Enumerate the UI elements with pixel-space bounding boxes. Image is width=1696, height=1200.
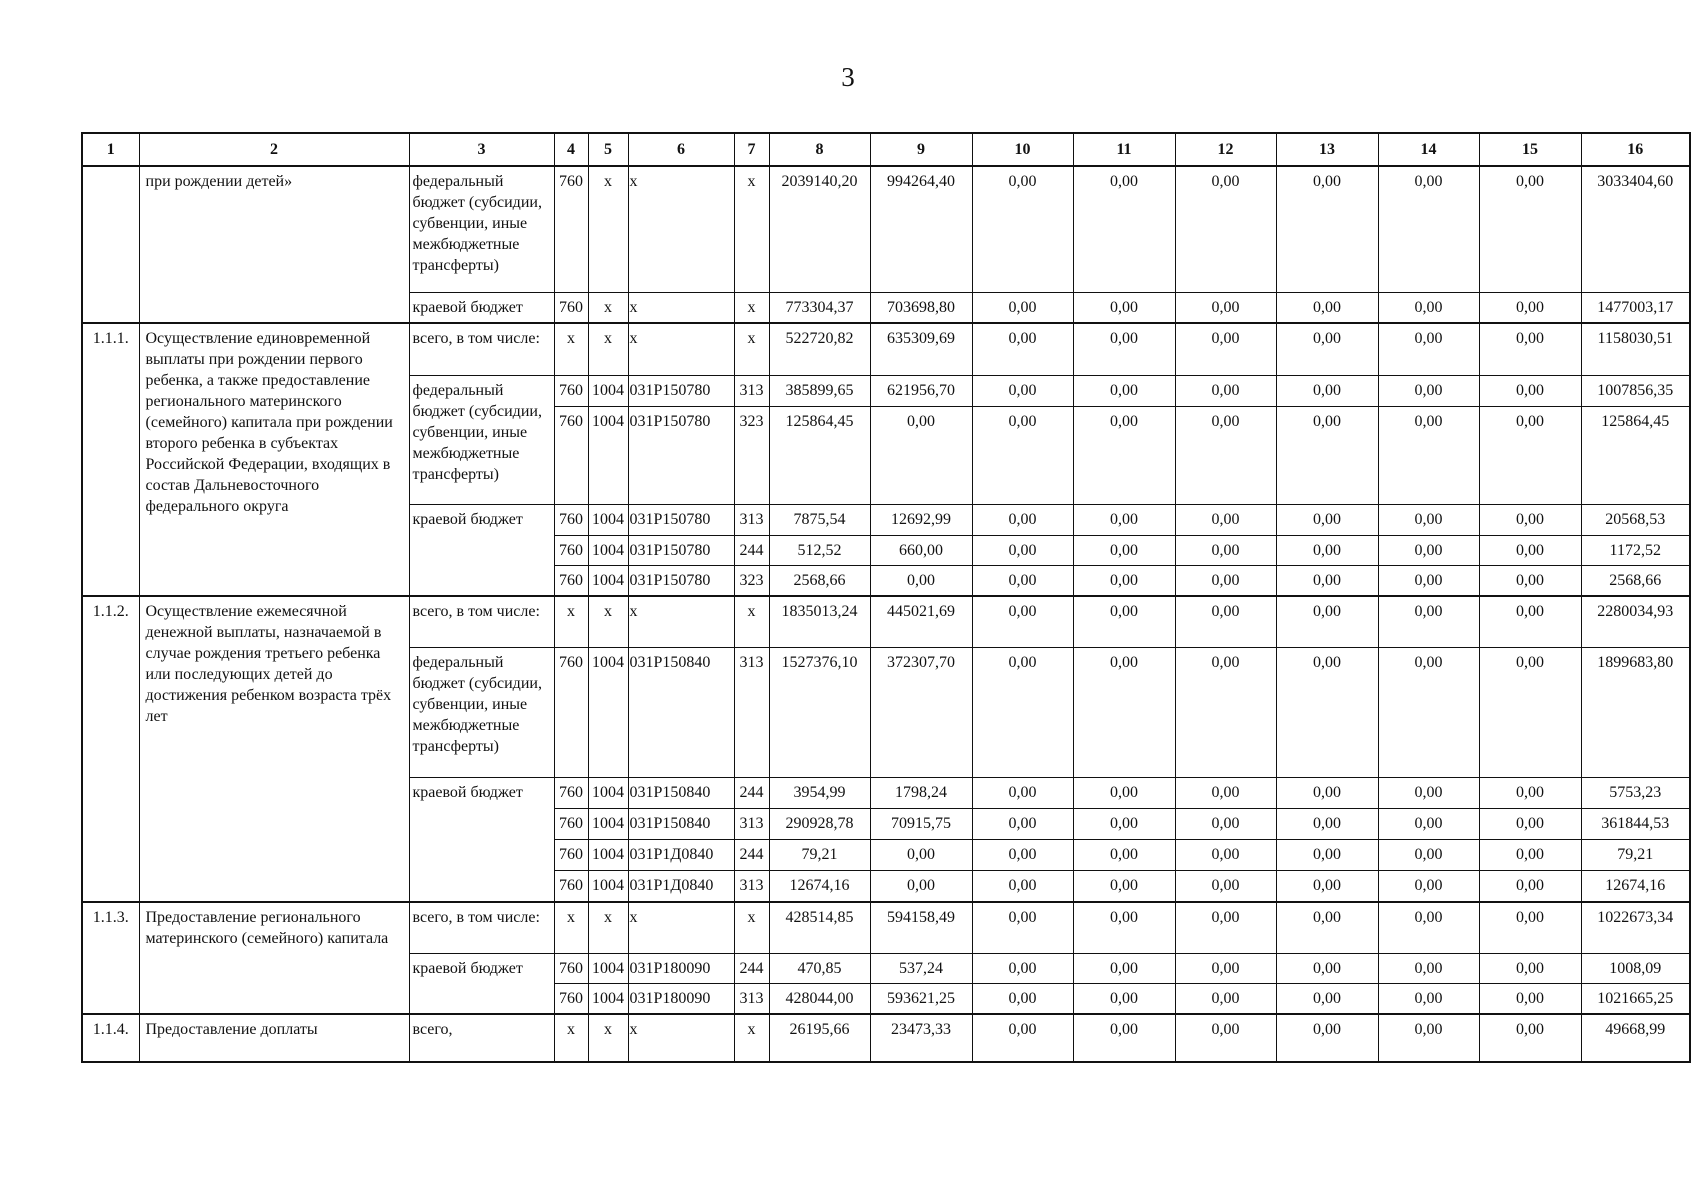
cell-col-4: 760 [554, 984, 588, 1015]
cell-col-5: 1004 [588, 535, 628, 565]
cell-col-9: 703698,80 [870, 292, 972, 323]
cell-col-4: 760 [554, 565, 588, 596]
cell-col-7: x [734, 1014, 769, 1062]
cell-col-7: 313 [734, 375, 769, 406]
cell-col-7: 244 [734, 535, 769, 565]
table-row [82, 323, 1690, 375]
header-row [82, 133, 1690, 166]
funding-source-regional: краевой бюджет [409, 778, 554, 902]
cell-col-12: 0,00 [1175, 954, 1276, 984]
cell-col-8: 125864,45 [769, 406, 870, 504]
cell-col-6: x [628, 902, 734, 954]
cell-col-5: 1004 [588, 840, 628, 871]
cell-col-13: 0,00 [1276, 596, 1378, 648]
cell-col-14: 0,00 [1378, 902, 1479, 954]
cell-col-15: 0,00 [1479, 984, 1581, 1015]
cell-col-11: 0,00 [1073, 166, 1175, 292]
cell-col-11: 0,00 [1073, 504, 1175, 535]
cell-col-12: 0,00 [1175, 375, 1276, 406]
cell-col-10: 0,00 [972, 778, 1073, 809]
cell-col-8: 2568,66 [769, 565, 870, 596]
cell-col-6: 031P150840 [628, 809, 734, 840]
cell-col-10: 0,00 [972, 323, 1073, 375]
cell-col-16: 1899683,80 [1581, 648, 1690, 778]
cell-col-8: 26195,66 [769, 1014, 870, 1062]
cell-col-12: 0,00 [1175, 565, 1276, 596]
cell-col-7: 313 [734, 809, 769, 840]
cell-col-13: 0,00 [1276, 648, 1378, 778]
cell-col-9: 594158,49 [870, 902, 972, 954]
budget-table [81, 132, 1691, 1063]
cell-col-7: 313 [734, 504, 769, 535]
cell-col-8: 1835013,24 [769, 596, 870, 648]
measure-name: Осуществление единовременной выплаты при рождении первого ребенка, а также предоставление регионального материнского (семейного) капитала при рождении второго ребенка в субъектах Российской Федерации, входящих в состав Дальневосточного федерального округа [139, 323, 409, 596]
header-col-15: 15 [1479, 133, 1581, 166]
section-1-1-3 [82, 902, 1690, 1015]
cell-col-7: x [734, 596, 769, 648]
cell-col-12: 0,00 [1175, 166, 1276, 292]
cell-col-9: 1798,24 [870, 778, 972, 809]
cell-col-5: x [588, 323, 628, 375]
cell-col-16: 1172,52 [1581, 535, 1690, 565]
cell-col-11: 0,00 [1073, 565, 1175, 596]
cell-col-15: 0,00 [1479, 954, 1581, 984]
cell-col-9: 0,00 [870, 565, 972, 596]
cell-col-13: 0,00 [1276, 840, 1378, 871]
cell-col-13: 0,00 [1276, 406, 1378, 504]
cell-col-5: x [588, 166, 628, 292]
funding-source-total: всего, [409, 1014, 554, 1062]
cell-col-6: x [628, 596, 734, 648]
cell-col-7: 313 [734, 871, 769, 902]
cell-col-15: 0,00 [1479, 565, 1581, 596]
cell-col-15: 0,00 [1479, 323, 1581, 375]
cell-col-6: 031P1Д0840 [628, 871, 734, 902]
cell-col-10: 0,00 [972, 1014, 1073, 1062]
cell-col-11: 0,00 [1073, 984, 1175, 1015]
header-col-2: 2 [139, 133, 409, 166]
row-number: 1.1.1. [82, 323, 139, 596]
cell-col-7: 313 [734, 648, 769, 778]
cell-col-4: x [554, 596, 588, 648]
cell-col-9: 593621,25 [870, 984, 972, 1015]
cell-col-15: 0,00 [1479, 809, 1581, 840]
header-col-7: 7 [734, 133, 769, 166]
cell-col-8: 1527376,10 [769, 648, 870, 778]
funding-source-regional: краевой бюджет [409, 504, 554, 596]
cell-col-16: 1477003,17 [1581, 292, 1690, 323]
row-number [82, 166, 139, 323]
cell-col-6: x [628, 292, 734, 323]
cell-col-14: 0,00 [1378, 406, 1479, 504]
funding-source: федеральный бюджет (субсидии, субвенции, иные межбюджетные трансферты) [409, 166, 554, 292]
cell-col-6: 031P150840 [628, 648, 734, 778]
cell-col-12: 0,00 [1175, 648, 1276, 778]
cell-col-4: 760 [554, 809, 588, 840]
funding-source-federal: федеральный бюджет (субсидии, субвенции, иные межбюджетные трансферты) [409, 375, 554, 504]
cell-col-11: 0,00 [1073, 809, 1175, 840]
cell-col-13: 0,00 [1276, 871, 1378, 902]
cell-col-9: 12692,99 [870, 504, 972, 535]
cell-col-7: x [734, 292, 769, 323]
cell-col-16: 1021665,25 [1581, 984, 1690, 1015]
cell-col-4: 760 [554, 166, 588, 292]
cell-col-7: x [734, 323, 769, 375]
cell-col-12: 0,00 [1175, 535, 1276, 565]
cell-col-11: 0,00 [1073, 375, 1175, 406]
header-col-3: 3 [409, 133, 554, 166]
section-1-1-2 [82, 596, 1690, 902]
cell-col-8: 428044,00 [769, 984, 870, 1015]
cell-col-8: 7875,54 [769, 504, 870, 535]
cell-col-10: 0,00 [972, 809, 1073, 840]
header-col-14: 14 [1378, 133, 1479, 166]
cell-col-10: 0,00 [972, 565, 1073, 596]
cell-col-4: 760 [554, 504, 588, 535]
section-1-1-4 [82, 1014, 1690, 1062]
cell-col-16: 79,21 [1581, 840, 1690, 871]
cell-col-8: 12674,16 [769, 871, 870, 902]
cell-col-13: 0,00 [1276, 323, 1378, 375]
cell-col-8: 385899,65 [769, 375, 870, 406]
cell-col-11: 0,00 [1073, 902, 1175, 954]
cell-col-14: 0,00 [1378, 1014, 1479, 1062]
cell-col-16: 361844,53 [1581, 809, 1690, 840]
table-header [82, 133, 1690, 166]
cell-col-7: 323 [734, 565, 769, 596]
cell-col-9: 660,00 [870, 535, 972, 565]
cell-col-8: 290928,78 [769, 809, 870, 840]
cell-col-16: 12674,16 [1581, 871, 1690, 902]
cell-col-5: 1004 [588, 504, 628, 535]
cell-col-11: 0,00 [1073, 596, 1175, 648]
cell-col-13: 0,00 [1276, 504, 1378, 535]
table-row [82, 902, 1690, 954]
cell-col-11: 0,00 [1073, 535, 1175, 565]
cell-col-5: x [588, 1014, 628, 1062]
cell-col-6: 031P1Д0840 [628, 840, 734, 871]
cell-col-13: 0,00 [1276, 375, 1378, 406]
cell-col-11: 0,00 [1073, 648, 1175, 778]
cell-col-13: 0,00 [1276, 565, 1378, 596]
header-col-5: 5 [588, 133, 628, 166]
cell-col-5: 1004 [588, 954, 628, 984]
table-row [82, 596, 1690, 648]
cell-col-14: 0,00 [1378, 565, 1479, 596]
cell-col-14: 0,00 [1378, 840, 1479, 871]
measure-name: Осуществление ежемесячной денежной выплаты, назначаемой в случае рождения третьего ребенка или последующих детей до достижения ребенком возраста трёх лет [139, 596, 409, 902]
cell-col-9: 635309,69 [870, 323, 972, 375]
cell-col-8: 470,85 [769, 954, 870, 984]
cell-col-9: 994264,40 [870, 166, 972, 292]
cell-col-6: 031P150780 [628, 535, 734, 565]
cell-col-12: 0,00 [1175, 292, 1276, 323]
cell-col-10: 0,00 [972, 871, 1073, 902]
measure-name: при рождении детей» [139, 166, 409, 323]
cell-col-15: 0,00 [1479, 292, 1581, 323]
cell-col-10: 0,00 [972, 954, 1073, 984]
cell-col-12: 0,00 [1175, 504, 1276, 535]
funding-source-total: всего, в том числе: [409, 596, 554, 648]
cell-col-11: 0,00 [1073, 778, 1175, 809]
table-row [82, 1014, 1690, 1062]
cell-col-10: 0,00 [972, 292, 1073, 323]
cell-col-11: 0,00 [1073, 406, 1175, 504]
cell-col-14: 0,00 [1378, 809, 1479, 840]
cell-col-15: 0,00 [1479, 535, 1581, 565]
cell-col-6: x [628, 323, 734, 375]
cell-col-11: 0,00 [1073, 323, 1175, 375]
cell-col-16: 49668,99 [1581, 1014, 1690, 1062]
cell-col-14: 0,00 [1378, 535, 1479, 565]
cell-col-4: 760 [554, 954, 588, 984]
cell-col-14: 0,00 [1378, 166, 1479, 292]
cell-col-9: 372307,70 [870, 648, 972, 778]
cell-col-10: 0,00 [972, 902, 1073, 954]
cell-col-15: 0,00 [1479, 504, 1581, 535]
cell-col-12: 0,00 [1175, 323, 1276, 375]
cell-col-15: 0,00 [1479, 375, 1581, 406]
cell-col-12: 0,00 [1175, 902, 1276, 954]
cell-col-11: 0,00 [1073, 954, 1175, 984]
cell-col-4: 760 [554, 292, 588, 323]
cell-col-14: 0,00 [1378, 954, 1479, 984]
cell-col-13: 0,00 [1276, 166, 1378, 292]
cell-col-9: 0,00 [870, 406, 972, 504]
cell-col-14: 0,00 [1378, 323, 1479, 375]
cell-col-7: x [734, 166, 769, 292]
cell-col-10: 0,00 [972, 984, 1073, 1015]
cell-col-15: 0,00 [1479, 1014, 1581, 1062]
cell-col-11: 0,00 [1073, 1014, 1175, 1062]
cell-col-14: 0,00 [1378, 596, 1479, 648]
cell-col-15: 0,00 [1479, 871, 1581, 902]
cell-col-4: 760 [554, 778, 588, 809]
cell-col-13: 0,00 [1276, 1014, 1378, 1062]
cell-col-9: 23473,33 [870, 1014, 972, 1062]
cell-col-10: 0,00 [972, 406, 1073, 504]
cell-col-9: 0,00 [870, 840, 972, 871]
cell-col-5: 1004 [588, 871, 628, 902]
cell-col-13: 0,00 [1276, 535, 1378, 565]
header-col-12: 12 [1175, 133, 1276, 166]
cell-col-5: x [588, 292, 628, 323]
cell-col-14: 0,00 [1378, 648, 1479, 778]
cell-col-6: 031P150840 [628, 778, 734, 809]
cell-col-16: 1007856,35 [1581, 375, 1690, 406]
funding-source: краевой бюджет [409, 292, 554, 323]
cell-col-15: 0,00 [1479, 166, 1581, 292]
cell-col-14: 0,00 [1378, 984, 1479, 1015]
cell-col-16: 1008,09 [1581, 954, 1690, 984]
cell-col-12: 0,00 [1175, 871, 1276, 902]
cell-col-12: 0,00 [1175, 406, 1276, 504]
cell-col-9: 621956,70 [870, 375, 972, 406]
cell-col-16: 5753,23 [1581, 778, 1690, 809]
row-number: 1.1.3. [82, 902, 139, 1015]
cell-col-5: 1004 [588, 406, 628, 504]
cell-col-16: 125864,45 [1581, 406, 1690, 504]
funding-source-total: всего, в том числе: [409, 902, 554, 954]
cell-col-5: 1004 [588, 565, 628, 596]
cell-col-5: 1004 [588, 375, 628, 406]
cell-col-15: 0,00 [1479, 406, 1581, 504]
cell-col-15: 0,00 [1479, 648, 1581, 778]
row-number: 1.1.4. [82, 1014, 139, 1062]
header-col-4: 4 [554, 133, 588, 166]
cell-col-12: 0,00 [1175, 778, 1276, 809]
funding-source-total: всего, в том числе: [409, 323, 554, 375]
cell-col-13: 0,00 [1276, 778, 1378, 809]
section-1-1-1 [82, 323, 1690, 596]
cell-col-7: 244 [734, 954, 769, 984]
measure-name: Предоставление доплаты [139, 1014, 409, 1062]
cell-col-11: 0,00 [1073, 840, 1175, 871]
cell-col-16: 1158030,51 [1581, 323, 1690, 375]
cell-col-6: x [628, 166, 734, 292]
cell-col-15: 0,00 [1479, 778, 1581, 809]
funding-source-federal: федеральный бюджет (субсидии, субвенции, иные межбюджетные трансферты) [409, 648, 554, 778]
header-col-8: 8 [769, 133, 870, 166]
cell-col-9: 0,00 [870, 871, 972, 902]
cell-col-5: 1004 [588, 648, 628, 778]
cell-col-8: 3954,99 [769, 778, 870, 809]
cell-col-4: x [554, 902, 588, 954]
cell-col-5: 1004 [588, 778, 628, 809]
cell-col-14: 0,00 [1378, 375, 1479, 406]
cell-col-11: 0,00 [1073, 871, 1175, 902]
cell-col-6: 031P150780 [628, 375, 734, 406]
cell-col-13: 0,00 [1276, 809, 1378, 840]
cell-col-4: x [554, 1014, 588, 1062]
cell-col-14: 0,00 [1378, 778, 1479, 809]
cell-col-4: x [554, 323, 588, 375]
cell-col-15: 0,00 [1479, 596, 1581, 648]
measure-name: Предоставление регионального материнского (семейного) капитала [139, 902, 409, 1015]
cell-col-10: 0,00 [972, 535, 1073, 565]
cell-col-4: 760 [554, 840, 588, 871]
cell-col-13: 0,00 [1276, 954, 1378, 984]
header-col-13: 13 [1276, 133, 1378, 166]
cell-col-12: 0,00 [1175, 984, 1276, 1015]
cell-col-11: 0,00 [1073, 292, 1175, 323]
cell-col-16: 1022673,34 [1581, 902, 1690, 954]
cell-col-6: 031P180090 [628, 954, 734, 984]
cell-col-4: 760 [554, 535, 588, 565]
cell-col-13: 0,00 [1276, 292, 1378, 323]
cell-col-14: 0,00 [1378, 504, 1479, 535]
cell-col-8: 773304,37 [769, 292, 870, 323]
header-col-11: 11 [1073, 133, 1175, 166]
cell-col-16: 20568,53 [1581, 504, 1690, 535]
cell-col-16: 2280034,93 [1581, 596, 1690, 648]
row-number: 1.1.2. [82, 596, 139, 902]
section-continuation [82, 166, 1690, 323]
cell-col-5: 1004 [588, 984, 628, 1015]
cell-col-10: 0,00 [972, 375, 1073, 406]
cell-col-8: 512,52 [769, 535, 870, 565]
cell-col-12: 0,00 [1175, 1014, 1276, 1062]
cell-col-14: 0,00 [1378, 292, 1479, 323]
cell-col-4: 760 [554, 406, 588, 504]
cell-col-5: 1004 [588, 809, 628, 840]
cell-col-15: 0,00 [1479, 840, 1581, 871]
cell-col-8: 428514,85 [769, 902, 870, 954]
cell-col-7: 313 [734, 984, 769, 1015]
cell-col-10: 0,00 [972, 504, 1073, 535]
cell-col-9: 537,24 [870, 954, 972, 984]
cell-col-15: 0,00 [1479, 902, 1581, 954]
cell-col-16: 2568,66 [1581, 565, 1690, 596]
cell-col-12: 0,00 [1175, 809, 1276, 840]
header-col-10: 10 [972, 133, 1073, 166]
cell-col-4: 760 [554, 871, 588, 902]
cell-col-6: x [628, 1014, 734, 1062]
cell-col-5: x [588, 902, 628, 954]
cell-col-9: 70915,75 [870, 809, 972, 840]
cell-col-12: 0,00 [1175, 596, 1276, 648]
cell-col-7: x [734, 902, 769, 954]
cell-col-5: x [588, 596, 628, 648]
cell-col-12: 0,00 [1175, 840, 1276, 871]
cell-col-13: 0,00 [1276, 902, 1378, 954]
cell-col-8: 2039140,20 [769, 166, 870, 292]
cell-col-6: 031P180090 [628, 984, 734, 1015]
cell-col-6: 031P150780 [628, 406, 734, 504]
cell-col-10: 0,00 [972, 166, 1073, 292]
table-row [82, 166, 1690, 292]
cell-col-10: 0,00 [972, 840, 1073, 871]
cell-col-14: 0,00 [1378, 871, 1479, 902]
cell-col-10: 0,00 [972, 596, 1073, 648]
cell-col-4: 760 [554, 648, 588, 778]
cell-col-9: 445021,69 [870, 596, 972, 648]
cell-col-16: 3033404,60 [1581, 166, 1690, 292]
funding-source-regional: краевой бюджет [409, 954, 554, 1015]
cell-col-8: 79,21 [769, 840, 870, 871]
cell-col-6: 031P150780 [628, 565, 734, 596]
cell-col-7: 244 [734, 840, 769, 871]
cell-col-7: 323 [734, 406, 769, 504]
header-col-16: 16 [1581, 133, 1690, 166]
cell-col-7: 244 [734, 778, 769, 809]
cell-col-8: 522720,82 [769, 323, 870, 375]
cell-col-4: 760 [554, 375, 588, 406]
header-col-6: 6 [628, 133, 734, 166]
page-number: 3 [841, 62, 855, 92]
header-col-1: 1 [82, 133, 139, 166]
header-col-9: 9 [870, 133, 972, 166]
cell-col-6: 031P150780 [628, 504, 734, 535]
cell-col-13: 0,00 [1276, 984, 1378, 1015]
cell-col-10: 0,00 [972, 648, 1073, 778]
